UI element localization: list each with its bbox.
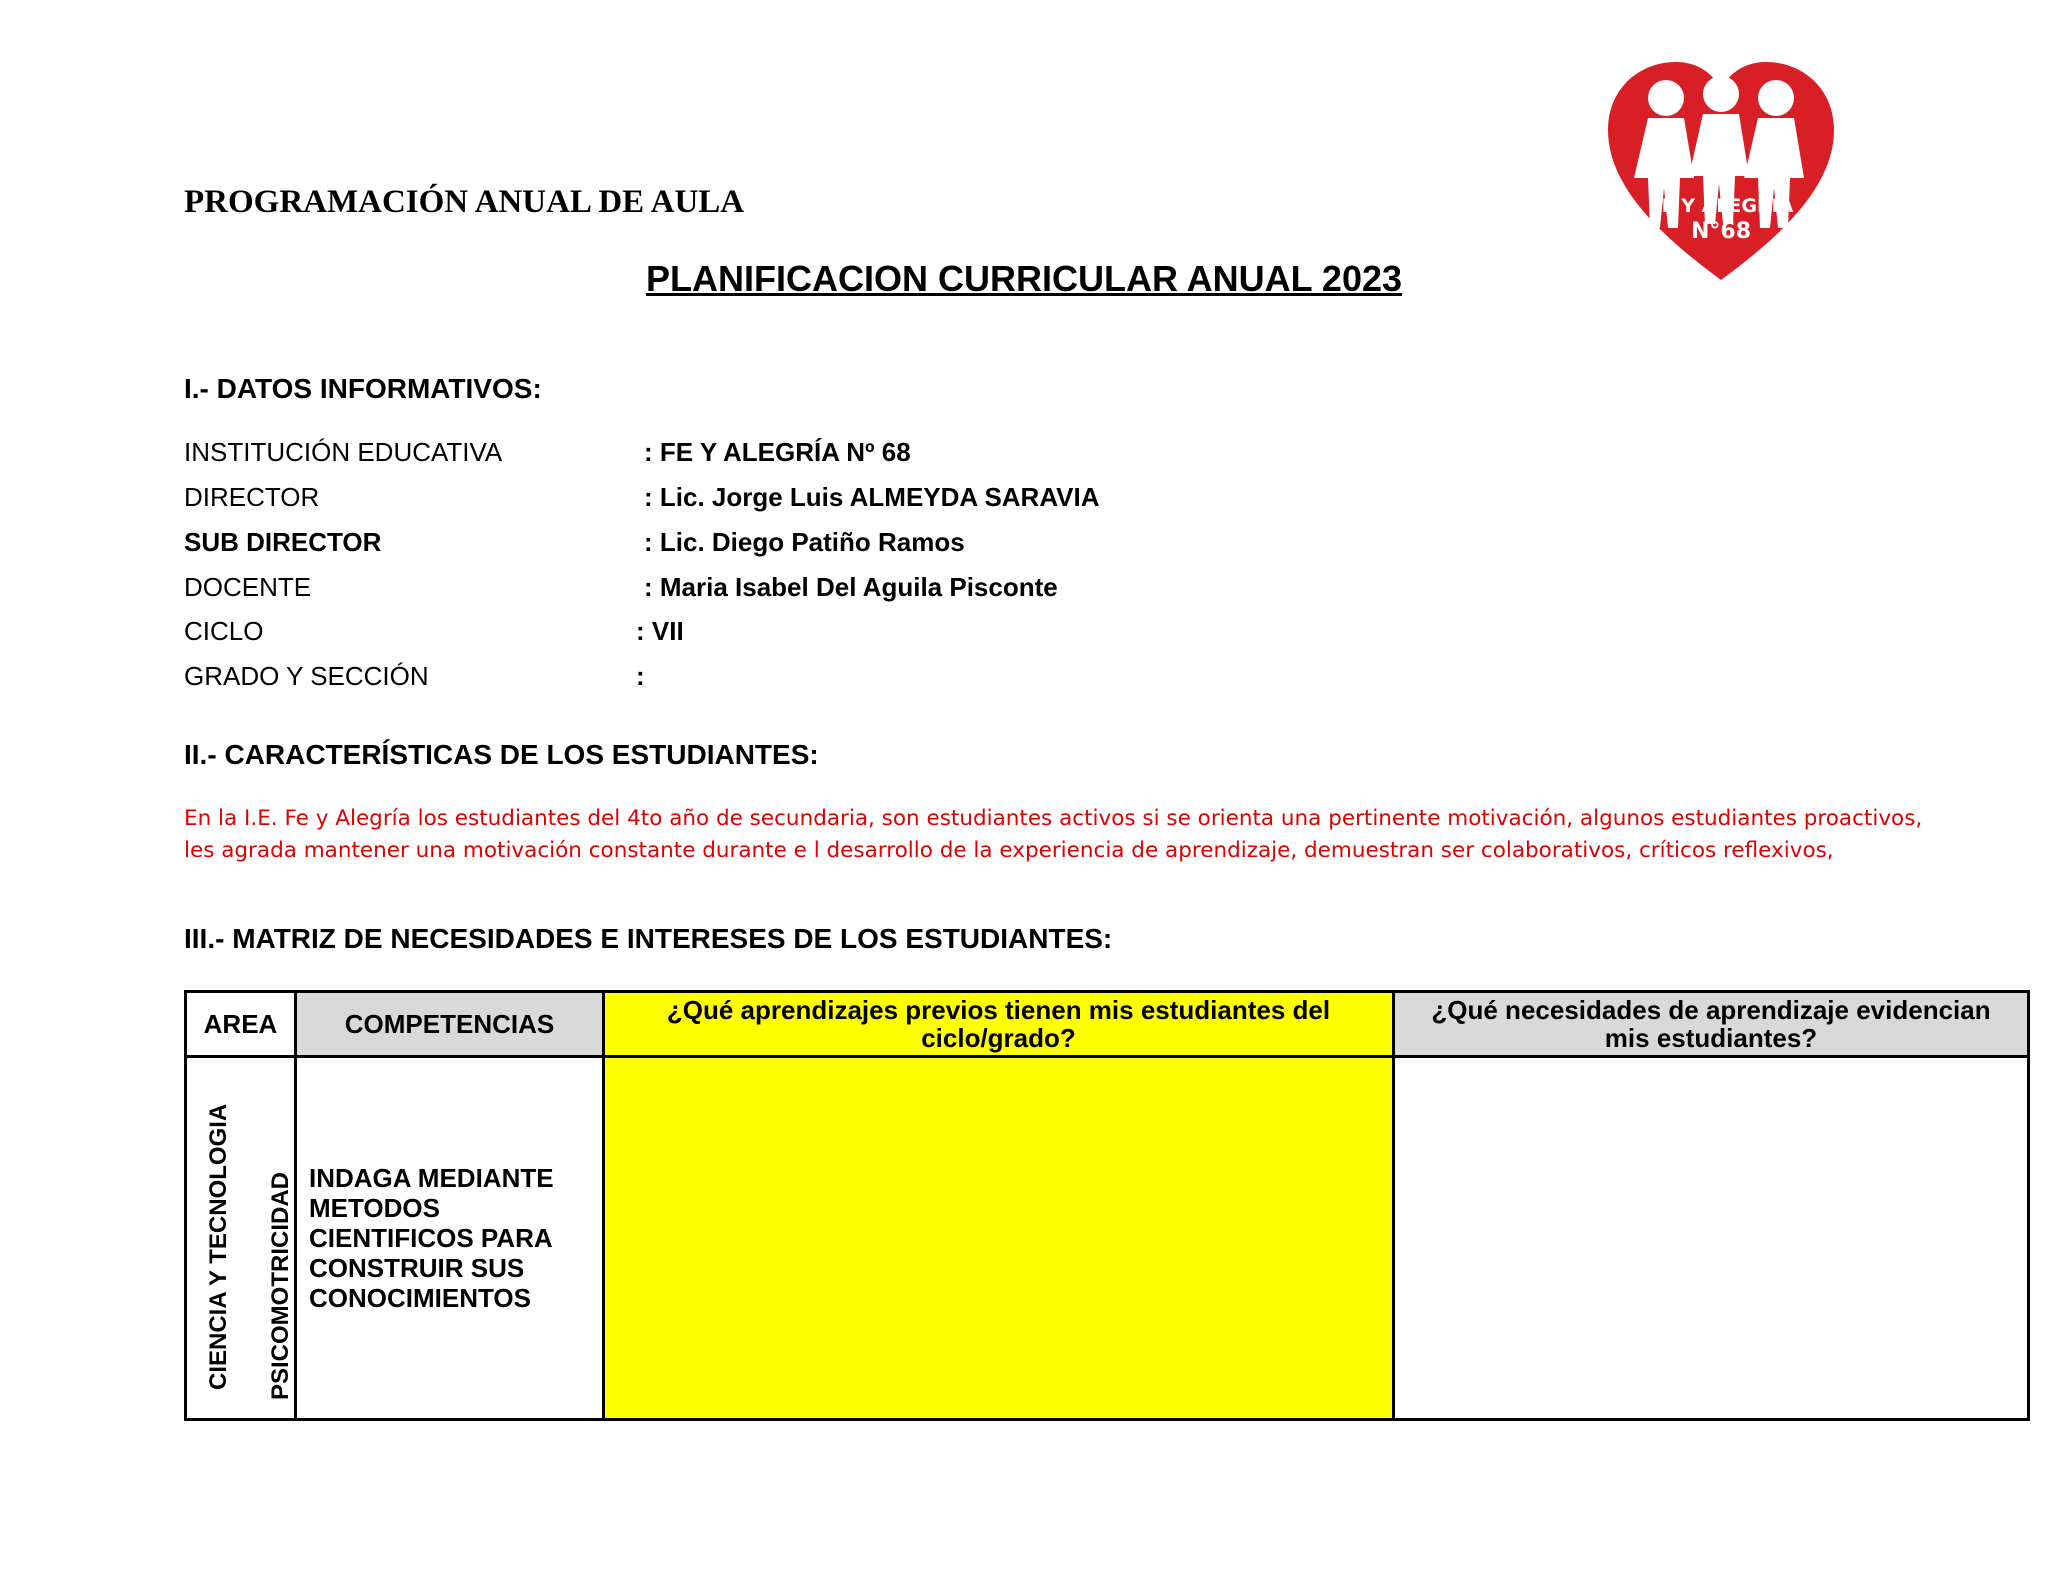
info-value: : Lic. Diego Patiño Ramos [644,527,965,557]
area-label-ciencia: CIENCIA Y TECNOLOGIA [205,1103,232,1390]
logo-text-2: N°68 [1690,219,1752,244]
info-row-grado [184,661,1584,706]
info-row-docente [184,572,1584,617]
section2-heading: II.- CARACTERÍSTICAS DE LOS ESTUDIANTES: [184,739,819,770]
section3-heading: III.- MATRIZ DE NECESIDADES E INTERESES DE LOS ESTUDIANTES: [184,923,1113,954]
description-line: En la I.E. Fe y Alegría los estudiantes del 4to año de secundaria, son estudiantes activos si se orienta una pertinente motivación, algunos estudiantes proactivos, [184,806,1923,831]
info-label: SUB DIRECTOR [184,527,382,557]
info-value: : FE Y ALEGRÍA Nº 68 [644,437,911,467]
info-label: DOCENTE [184,572,312,602]
competencia-cell: INDAGA MEDIANTE METODOS CIENTIFICOS PARA CONSTRUIR SUS CONOCIMIENTOS [296,1057,604,1420]
header-necesidades: ¿Qué necesidades de aprendizaje evidencian mis estudiantes? [1394,992,2029,1057]
necesidades-cell[interactable] [1394,1057,2029,1420]
main-title-text: PLANIFICACION CURRICULAR ANUAL 2023 [645,258,1403,299]
info-value: : Maria Isabel Del Aguila Pisconte [644,572,1058,602]
program-title: PROGRAMACIÓN ANUAL DE AULA [184,184,745,220]
info-label: DIRECTOR [184,482,320,512]
description-line: les agrada mantener una motivación constante durante e l desarrollo de la experiencia de aprendizaje, demuestran ser colaborativos, críticos reflexivos, [184,838,1834,863]
school-logo [1604,58,1838,288]
table-header-row [186,992,2029,1057]
header-competencias: COMPETENCIAS [296,992,604,1057]
info-label: GRADO Y SECCIÓN [184,661,429,691]
students-description [184,803,1984,867]
info-value: : VII [636,616,684,646]
info-label: INSTITUCIÓN EDUCATIVA [184,437,503,467]
info-value: : Lic. Jorge Luis ALMEYDA SARAVIA [644,482,1100,512]
info-row-director [184,482,1584,527]
area-label-psicomotricidad: PSICOMOTRICIDAD [267,1172,294,1400]
table-row [186,1057,2029,1420]
aprendizajes-previos-cell[interactable] [604,1057,1394,1420]
info-row-institucion [184,437,1584,482]
info-label: CICLO [184,616,264,646]
header-aprendizajes-previos: ¿Qué aprendizajes previos tienen mis estudiantes del ciclo/grado? [604,992,1394,1057]
info-row-ciclo [184,616,1584,661]
area-cell [186,1057,296,1420]
section1-heading: I.- DATOS INFORMATIVOS: [184,373,542,404]
info-value: : [636,661,645,691]
needs-matrix-table [184,990,2030,1421]
header-area: AREA [186,992,296,1057]
logo-text-1: FE Y ALEGRIA [1648,195,1794,217]
info-row-subdirector [184,527,1584,572]
